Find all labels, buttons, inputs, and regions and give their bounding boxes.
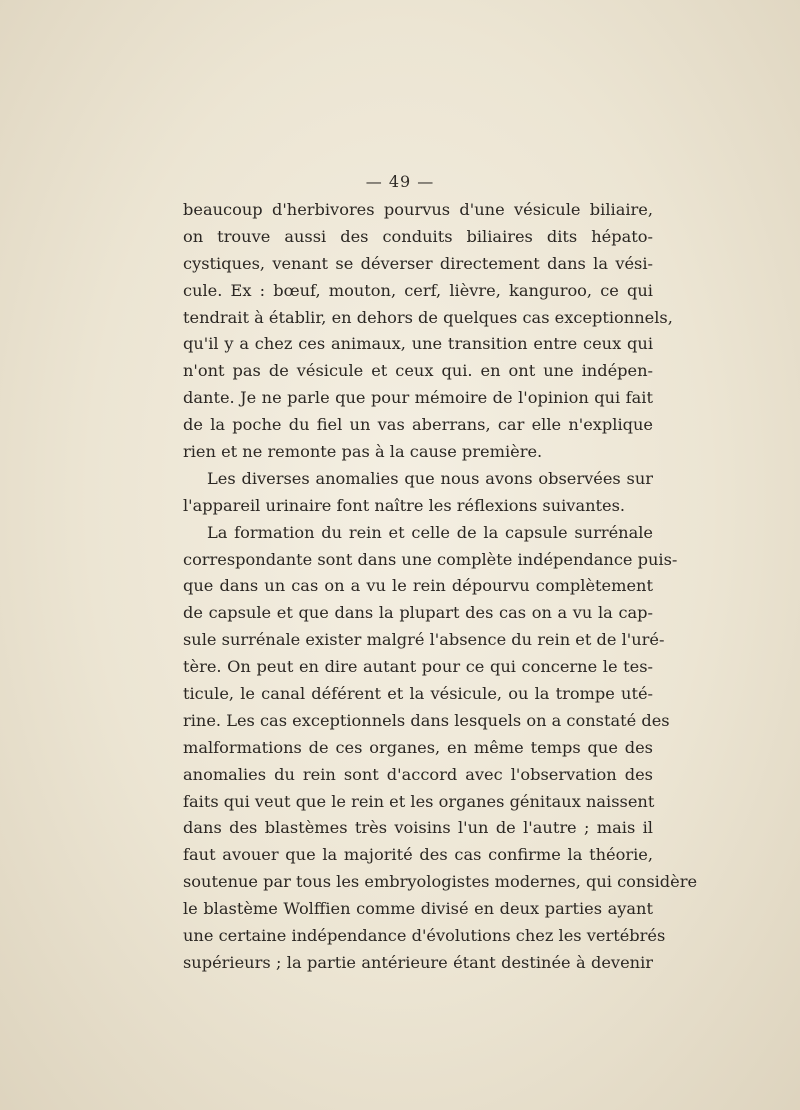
text-line: La formation du rein et celle de la capsule surrénale (207, 522, 653, 542)
text-line: qu'il y a chez ces animaux, une transition entre ceux qui (183, 334, 653, 354)
text-line: on trouve aussi des conduits biliaires dits hépato- (183, 226, 653, 246)
text-line: le blastème Wolffien comme divisé en deux parties ayant (183, 899, 653, 919)
text-line: dante. Je ne parle que pour mémoire de l'opinion qui fait (183, 388, 653, 408)
text-line: faits qui veut que le rein et les organes génitaux naissent (183, 791, 655, 811)
text-line: rine. Les cas exceptionnels dans lesquels on a constaté des (183, 710, 670, 730)
text-line: de la poche du fiel un vas aberrans, car elle n'explique (183, 415, 653, 435)
text-line: beaucoup d'herbivores pourvus d'une vésicule biliaire, (183, 200, 653, 219)
text-line: sule surrénale exister malgré l'absence du rein et de l'uré- (183, 630, 665, 650)
text-line: dans des blastèmes très voisins l'un de l'autre ; mais il (183, 818, 653, 838)
text-line: supérieurs ; la partie antérieure étant destinée à devenir (183, 952, 653, 972)
text-line: faut avouer que la majorité des cas confirme la théorie, (183, 845, 653, 865)
text-line: cystiques, venant se déverser directement dans la vési- (183, 253, 653, 273)
text-line: de capsule et que dans la plupart des cas on a vu la cap- (183, 603, 653, 623)
text-line: une certaine indépendance d'évolutions chez les vertébrés (183, 926, 666, 946)
text-line: cule. Ex : bœuf, mouton, cerf, lièvre, kanguroo, ce qui (183, 280, 653, 300)
text-line: tère. On peut en dire autant pour ce qui concerne le tes- (183, 657, 653, 677)
text-line: rien et ne remonte pas à la cause première. (183, 442, 543, 462)
text-line: malformations de ces organes, en même temps que des (183, 737, 653, 757)
text-line: tendrait à établir, en dehors de quelques cas exceptionnels, (183, 307, 673, 327)
text-line: n'ont pas de vésicule et ceux qui. en ont une indépen- (183, 361, 653, 381)
text-line: ticule, le canal déférent et la vésicule, ou la trompe uté- (183, 684, 653, 704)
text-line: que dans un cas on a vu le rein dépourvu complètement (183, 576, 653, 596)
page-number: — 49 — (365, 172, 435, 191)
text-line: Les diverses anomalies que nous avons observées sur (207, 468, 653, 488)
body-text (183, 197, 698, 977)
text-line: l'appareil urinaire font naître les réflexions suivantes. (183, 495, 626, 515)
text-line: anomalies du rein sont d'accord avec l'observation des (183, 764, 653, 784)
text-line: soutenue par tous les embryologistes modernes, qui considère (183, 872, 698, 892)
text-line: correspondante sont dans une complète indépendance puis- (183, 549, 678, 569)
